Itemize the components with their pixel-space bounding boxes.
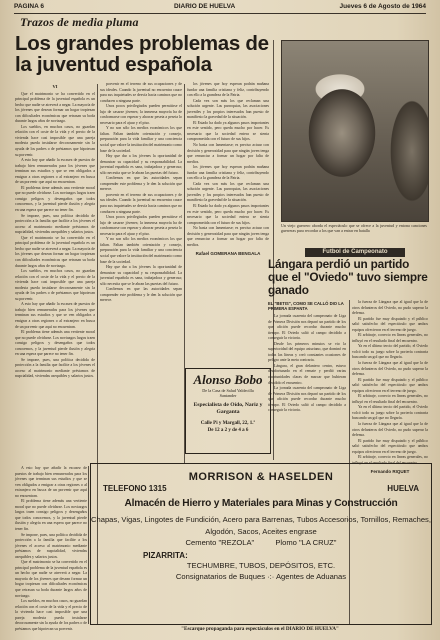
sports-paragraph: Ya en el último tercio del partido, el Oviedo volcó todo su juego sobre la portería contraria buscando un gol que no llegaría. (352, 405, 428, 421)
ad-alonso-bobo (185, 368, 271, 454)
article-paragraph: Que el matrimonio se ha convertido en el principal problema de la juventud española es un hecho que nadie se atreverá a negar. La mayoría de los jóvenes que desean formar un hogar tropiezan con dificultades económicas que retrasan su boda durante largos años de noviazgo. (15, 235, 95, 268)
article-signature: Rafael GOMERANA BENGALA (195, 251, 261, 257)
ad-alonso-hours: De 12 a 2 y de 4 a 6 (207, 428, 249, 434)
warrior-photo (281, 40, 429, 222)
article-paragraph: Cada vez son más los que reclaman una solución urgente. Las parroquias, las asociaciones juveniles y los propios interesados han puesto de manifiesto la gravedad de la situación. (187, 181, 269, 203)
ad-products: Chapas, Vigas, Lingotes de Fundición, Acero para Barrenas, Tubos Accesorios, Tornillos, Remaches, Algodón, Sacos, Aceites engrase (91, 515, 431, 536)
article-paragraph: Se impone, pues, una política decidida de protección a la familia que facilite a los jóvenes el acceso al matrimonio mediante préstamos de nupcialidad, viviendas asequibles y salarios justos. (15, 213, 95, 235)
sports-paragraph: El partido fue muy disputado y el público salió satisfecho del espectáculo que ambos equipos ofrecieron en el terreno de juego. (352, 438, 428, 454)
article-paragraph: El problema tiene además una vertiente moral que no puede olvidarse. Los noviazgos largos traen consigo peligros y desengaños que todos conocemos, y la juventud pierde ilusión y alegría en una espera que parece no tener fin. (15, 330, 95, 357)
article-paragraph: Que el matrimonio se ha convertido en el principal problema de la juventud española es un hecho que nadie se atreverá a negar. La mayoría de los jóvenes que desean formar un hogar tropiezan con dificultades económicas que retrasan su boda durante largos años de noviazgo. (15, 560, 87, 598)
ad-tagline: Almacén de Hierro y Materiales para Minas y Construcción (124, 498, 398, 509)
article-paragraph: Y no son sólo los medios económicos los que faltan. Faltan también orientación y consejo, preparación para la vida familiar y una conciencia social que valore la institución del matrimonio como base de la sociedad. (100, 126, 183, 153)
ad-phone: TELEFONO 1315 (103, 484, 167, 493)
column-divider (88, 466, 89, 624)
issue-date: Jueves 6 de Agosto de 1964 (339, 3, 426, 10)
article-paragraph: Los sueldos, en muchos casos, no guardan relación con el coste de la vida y el precio de la vivienda hace casi imposible que una pareja modesta pueda instalarse decorosamente sin la ayuda de los padres o de préstamos que hipotecan su porvenir. (15, 124, 95, 157)
article-paragraph: Y no son sólo los medios económicos los que faltan. Faltan también orientación y consejo, preparación para la vida familiar y una conciencia social que valore la institución del matrimonio como base de la sociedad. (100, 237, 183, 264)
paper-name: DIARIO DE HUELVA (174, 3, 236, 10)
page-number: PAGINA 6 (14, 3, 44, 10)
sports-paragraph: la fuerza de Lángara que al igual que la de otros delanteros del Oviedo, no pudo superar la defensa. (352, 361, 428, 377)
ad-pizarrita: PIZARRITA: (143, 550, 188, 560)
article-paragraph: Los sueldos, en muchos casos, no guardan relación con el coste de la vida y el precio de la vivienda hace casi imposible que una pareja modesta pueda instalarse decorosamente sin la ayuda de los padres o de préstamos que hipotecan su porvenir. (15, 599, 87, 631)
sports-paragraph: El partido fue muy disputado y el público salió satisfecho del espectáculo que ambos equipos ofrecieron en el terreno de juego. (352, 316, 428, 332)
article-kicker: Trazos de media pluma (20, 15, 139, 29)
sports-paragraph: la fuerza de Lángara que al igual que la de otros delanteros del Oviedo, no pudo superar la defensa. (352, 300, 428, 316)
article-paragraph: Hay que dar a los jóvenes la oportunidad de demostrar su capacidad y su responsabilidad. La juventud española es sana, trabajadora y generosa; sólo necesita que se le abran las puertas del futuro. (100, 265, 182, 286)
article-paragraph: Hay que dar a los jóvenes la oportunidad de demostrar su capacidad y su responsabilidad. La juventud española es sana, trabajadora y generosa; sólo necesita que se le abran las puertas del futuro. (100, 154, 182, 175)
ad-alonso-title: Alonso Bobo (193, 372, 263, 387)
article-paragraph: Los sueldos, en muchos casos, no guardan relación con el coste de la vida y el precio de la vivienda hace casi imposible que una pareja modesta pueda instalarse decorosamente sin la ayuda de los padres o de préstamos que hipotecan su porvenir. (15, 269, 95, 301)
ad-pizarrita-items: TECHUMBRE, TUBOS, DEPÓSITOS, ETC. (186, 560, 336, 570)
article-paragraph: El problema tiene además una vertiente moral que no puede olvidarse. Los noviazgos largos traen consigo peligros y desengaños que todos conocemos, y la juventud pierde ilusión y alegría en una espera que parece no tener fin. (15, 499, 87, 532)
article-paragraph: los jóvenes que hoy esperan podrán mañana fundar una familia cristiana y feliz, contribuyendo con ello a la grandeza de la Patria. (187, 165, 269, 181)
article-paragraph: Confiemos en que las autoridades sepan comprender este problema y le den la solución que merece. (100, 287, 182, 303)
article-paragraph: El Estado ha dado ya algunos pasos importantes en este sentido, pero queda mucho por hacer. Es necesario que la sociedad entera se sienta comprometida con el futuro de sus hijos. (187, 204, 269, 225)
sports-headline: Lángara perdió un partido que el "Oviedo" tuvo siempre ganado (268, 257, 428, 297)
article-column-1-continued (15, 466, 87, 631)
sports-paragraph: La jornada cuarenta del campeonato de Liga de Primera División nos deparó un partido de los que afición puede recordar durante mucho tiempo. El Oviedo salió al campo decidido a conseguir la victoria. (268, 314, 346, 341)
article-headline: Los grandes problemas de la juventud española (15, 32, 269, 76)
article-paragraph: porvenir en el terreno de sus ocupaciones y de sus ideales. Cuando la juventud no encuentra cauce para sus inquietudes se desvía hacia caminos que no conducen a ninguna parte. (100, 192, 182, 214)
article-paragraph: Unos pocos privilegiados pueden permitirse el lujo de casarse jóvenes; la inmensa mayoría ha de conformarse con esperar y ahorrar peseta a peseta lo necesario para el ajuar y el piso. (100, 104, 182, 125)
sports-column-1 (268, 314, 346, 462)
sports-signature: Fernando RIQUET (370, 469, 410, 475)
ad-consignatarios: Consignatarios de Buques ·:· Agentes de Aduanas (175, 571, 347, 581)
article-paragraph: A esto hay que añadir la escasez de puestos de trabajo bien remunerados para los jóvenes que terminan sus estudios y que se ven obligados a emigrar a otras regiones o al extranjero en busca de un porvenir que aquí no encuentran. (15, 466, 87, 498)
sports-paragraph: El partido fue muy disputado y el público salió satisfecho del espectáculo que ambos equipos ofrecieron en el terreno de juego. (352, 377, 428, 393)
article-paragraph: Confiemos en que las autoridades sepan comprender este problema y le den la solución que merece. (100, 176, 182, 192)
article-column-1 (15, 82, 95, 462)
ad-alonso-sub1: De la Casa de Salud Valdecilla (202, 388, 254, 393)
sports-paragraph: Lángara, el gran delantero centro, estuvo desafortunado en el remate y perdió varias oportunidades claras de marcar que hubieran decidido el encuentro. (268, 363, 346, 385)
sports-section-label: Futbol de Campeonato (305, 248, 405, 257)
article-column-3 (187, 82, 269, 362)
ad-phone-line (91, 484, 431, 493)
sports-paragraph: la fuerza de Lángara que al igual que la de otros delanteros del Oviedo, no pudo superar la defensa. (352, 422, 428, 438)
photo-caption: Un viejo guerrero aborda el espectáculo que se ofrece a la juventud y entona canciones guerreras para recordar a los que van a entrar en batalla (281, 223, 427, 234)
article-paragraph: No basta con lamentarse; es preciso actuar con decisión y generosidad para que ningún joven tenga que renunciar a formar un hogar por falta de medios. (187, 226, 269, 247)
article-paragraph: porvenir en el terreno de sus ocupaciones y de sus ideales. Cuando la juventud no encuentra cauce para sus inquietudes se desvía hacia caminos que no conducen a ninguna parte. (100, 82, 182, 103)
article-paragraph: No basta con lamentarse; es preciso actuar con decisión y generosidad para que ningún joven tenga que renunciar a formar un hogar por falta de medios. (187, 143, 269, 164)
sports-paragraph: Desde los primeros minutos se vio la superioridad del equipo asturiano, que dominó en todas las líneas y creó constantes ocasiones de peligro ante la meta contraria. (268, 341, 346, 363)
header-rule (14, 13, 426, 14)
page-footer: "Escarque propaganda para espectáculos en el DIARIO DE HUELVA" (181, 626, 339, 632)
sports-subtitle: EL "BETIS", COMO SE CALLÓ DIO LA PRIMERA ESPANTA (268, 301, 344, 312)
sports-paragraph: El arbitraje, correcto en líneas generales, no influyó en el resultado final del encuentro. (352, 394, 428, 404)
article-column-2 (100, 82, 182, 462)
ad-alonso-address: Calle Pi y Margall, 22, 1.º (200, 421, 256, 427)
article-paragraph: El Estado ha dado ya algunos pasos importantes en este sentido, pero queda mucho por hacer. Es necesario que la sociedad entera se sienta comprometida con el futuro de sus hijos. (187, 120, 269, 142)
ad-morrison-haselden (90, 463, 432, 625)
ad-city: HUELVA (387, 484, 419, 493)
sports-paragraph: El arbitraje, correcto en líneas generales, no influyó en el resultado final del encuentro. (352, 333, 428, 343)
ad-alonso-sub2: Santander (219, 393, 237, 399)
article-paragraph: Que el matrimonio se ha convertido en el principal problema de la juventud española es un hecho que nadie se atreverá a negar. La mayoría de los jóvenes que desean formar un hogar tropiezan con dificultades económicas que retrasan su boda durante largos años de noviazgo. (15, 91, 95, 124)
sports-paragraph: Ya en el último tercio del partido, el Oviedo volcó todo su juego sobre la portería contraria buscando un gol que no llegaría. (352, 344, 428, 360)
article-paragraph: Unos pocos privilegiados pueden permitirse el lujo de casarse jóvenes; la inmensa mayoría ha de conformarse con esperar y ahorrar peseta a peseta lo necesario para el ajuar y el piso. (100, 215, 182, 236)
sports-paragraph: El arbitraje, correcto en líneas generales, no influyó en el resultado final del encuentro. (352, 455, 428, 465)
article-paragraph: Se impone, pues, una política decidida de protección a la familia que facilite a los jóvenes el acceso al matrimonio mediante préstamos de nupcialidad, viviendas asequibles y salarios justos. (15, 357, 95, 379)
article-paragraph: El problema tiene además una vertiente moral que no puede olvidarse. Los noviazgos largos traen consigo peligros y desengaños que todos conocemos, y la juventud pierde ilusión y alegría en una espera que parece no tener fin. (15, 185, 95, 213)
article-paragraph: los jóvenes que hoy esperan podrán mañana fundar una familia cristiana y feliz, contribuyendo con ello a la grandeza de la Patria. (187, 82, 269, 98)
article-section: VI (52, 84, 58, 89)
ad-cement: Cemento "REZOLA" Plomo "LA CRUZ" (185, 538, 337, 547)
ad-company-name: MORRISON & HASELDEN (188, 471, 334, 483)
article-paragraph: A esto hay que añadir la escasez de puestos de trabajo bien remunerados para los jóvenes que terminan sus estudios y que se ven obligados a emigrar a otras regiones o al extranjero en busca de un porvenir que aquí no encuentran. (15, 302, 95, 329)
article-paragraph: Cada vez son más los que reclaman una solución urgente. Las parroquias, las asociaciones juveniles y los propios interesados han puesto de manifiesto la gravedad de la situación. (187, 98, 269, 120)
ad-alonso-specialty: Especialista de Oído, Nariz y Garganta (193, 402, 263, 416)
sports-paragraph: La jornada cuarenta del campeonato de Liga de Primera División nos deparó un partido de los que afición puede recordar durante mucho tiempo. El Oviedo salió al campo decidido a conseguir la victoria. (268, 386, 346, 413)
article-paragraph: Se impone, pues, una política decidida de protección a la familia que facilite a los jóvenes el acceso al matrimonio mediante préstamos de nupcialidad, viviendas asequibles y salarios justos. (15, 532, 87, 559)
article-paragraph: A esto hay que añadir la escasez de puestos de trabajo bien remunerados para los jóvenes que terminan sus estudios y que se ven obligados a emigrar a otras regiones o al extranjero en busca de un porvenir que aquí no encuentran. (15, 158, 95, 185)
